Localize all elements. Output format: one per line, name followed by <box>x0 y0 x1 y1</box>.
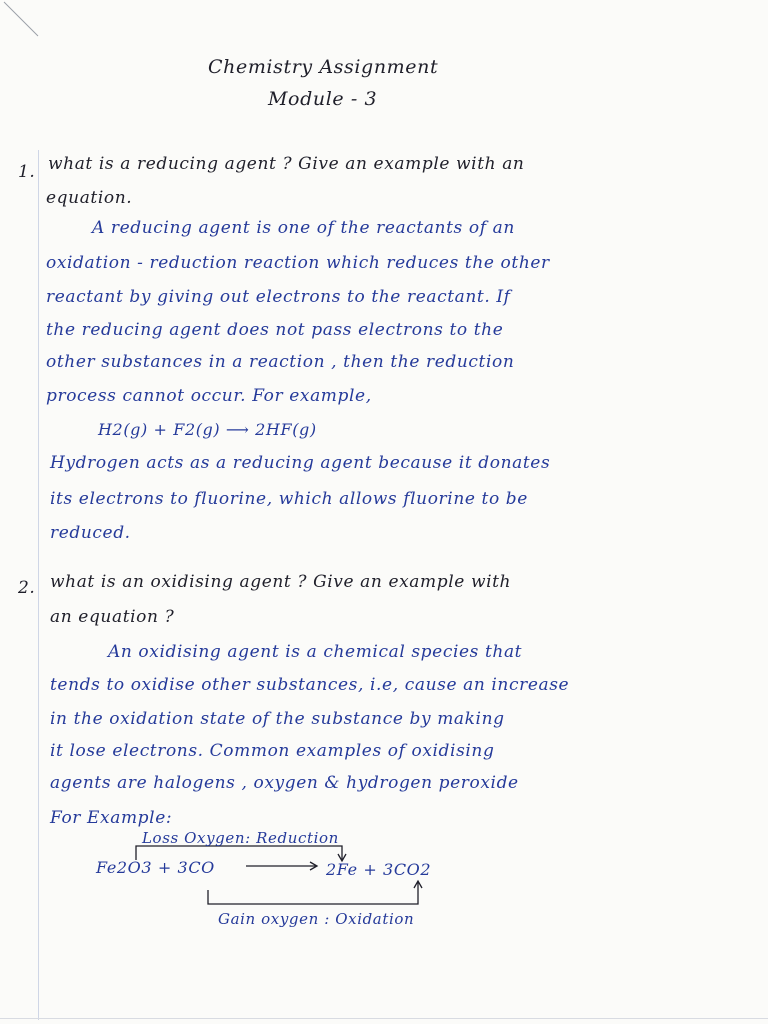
q1-question-line1: what is a reducing agent ? Give an example with an <box>48 154 525 174</box>
q1-answer-line: oxidation - reduction reaction which reduces the other <box>46 253 550 273</box>
q2-question-line1: what is an oxidising agent ? Give an example with <box>50 572 512 592</box>
module-title: Module - 3 <box>268 88 378 110</box>
oxidation-label: Gain oxygen : Oxidation <box>218 910 415 928</box>
q2-answer-line: it lose electrons. Common examples of oxidising <box>50 741 495 761</box>
q1-explanation-line: reduced. <box>50 523 131 543</box>
q2-answer-line: in the oxidation state of the substance by making <box>50 709 505 729</box>
q2-answer-line: An oxidising agent is a chemical species that <box>108 642 523 662</box>
reduction-label: Loss Oxygen: Reduction <box>142 829 339 847</box>
reactants-formula: Fe2O3 + 3CO <box>96 858 215 877</box>
q1-answer-line: other substances in a reaction , then the reduction <box>46 352 515 372</box>
page-bottom-edge <box>0 1018 768 1019</box>
q2-number: 2. <box>18 578 36 598</box>
q2-answer-line: agents are halogens , oxygen & hydrogen peroxide <box>50 773 519 793</box>
products-formula: 2Fe + 3CO2 <box>326 860 432 879</box>
q1-question-line2: equation. <box>46 188 133 208</box>
q2-example-label: For Example: <box>50 808 173 828</box>
assignment-title: Chemistry Assignment <box>208 56 439 78</box>
q1-explanation-line: Hydrogen acts as a reducing agent because it donates <box>50 453 551 473</box>
q1-answer-line: A reducing agent is one of the reactants of an <box>92 218 515 238</box>
q2-question-line2: an equation ? <box>50 607 175 627</box>
q1-answer-line: reactant by giving out electrons to the reactant. If <box>46 287 511 307</box>
q1-equation: H2(g) + F2(g) ⟶ 2HF(g) <box>98 420 317 439</box>
q1-number: 1. <box>18 162 36 182</box>
q1-answer-line: process cannot occur. For example, <box>46 386 372 406</box>
q2-answer-line: tends to oxidise other substances, i.e, cause an increase <box>50 675 570 695</box>
q1-answer-line: the reducing agent does not pass electrons to the <box>46 320 504 340</box>
q1-explanation-line: its electrons to fluorine, which allows fluorine to be <box>50 489 528 509</box>
